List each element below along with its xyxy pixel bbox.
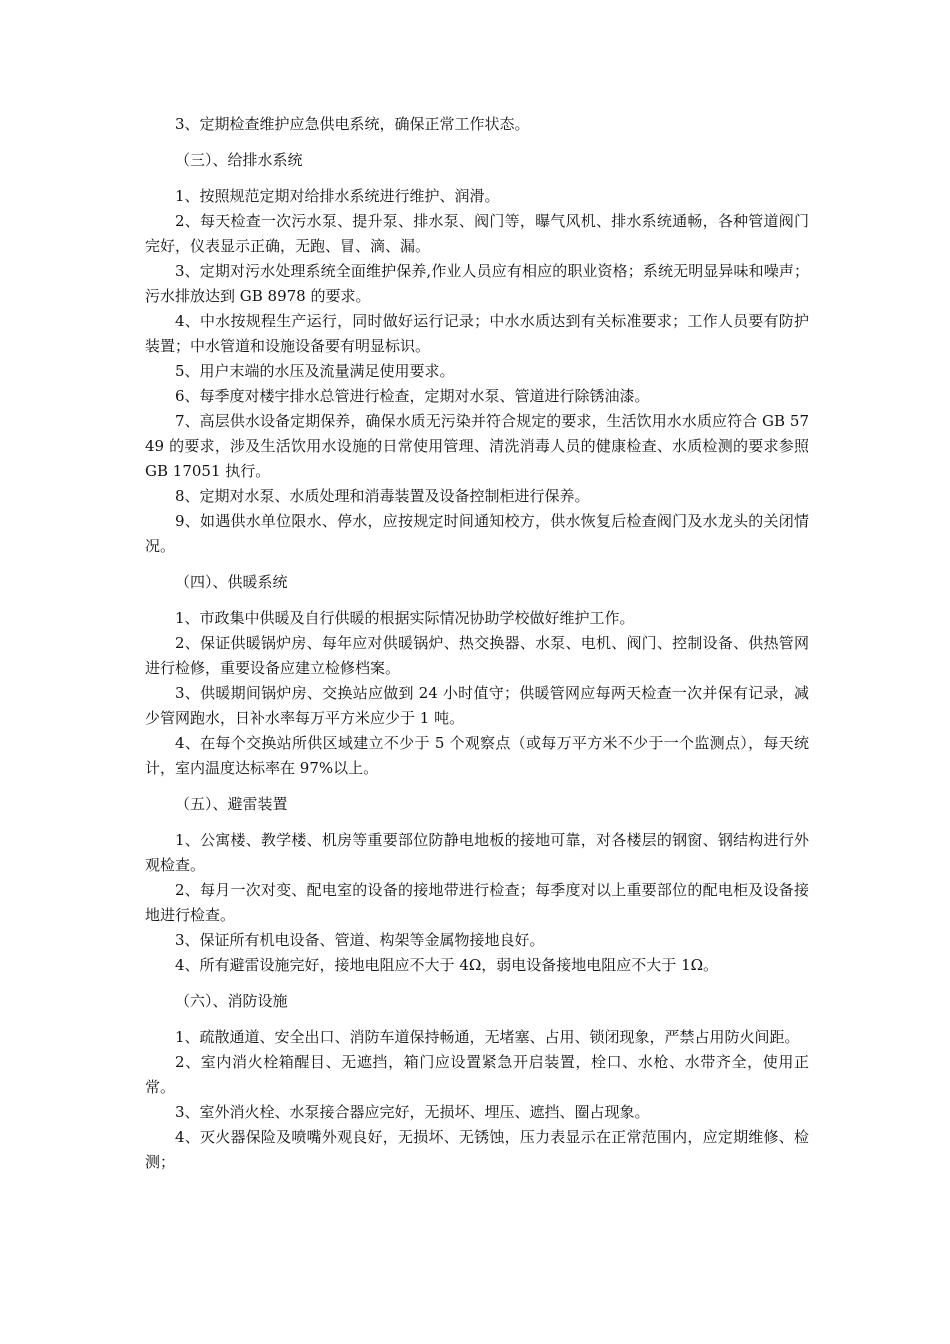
lightning-item-1: 1、公寓楼、教学楼、机房等重要部位防静电地板的接地可靠，对各楼层的钢窗、钢结构进行外观检查。 (145, 831, 809, 874)
water-item-6: 6、每季度对楼宇排水总管进行检查，定期对水泵、管道进行除锈油漆。 (175, 387, 650, 405)
lightning-item-4: 4、所有避雷设施完好，接地电阻应不大于 4Ω，弱电设备接地电阻应不大于 1Ω。 (175, 956, 719, 974)
water-item-1: 1、按照规范定期对给排水系统进行维护、润滑。 (175, 187, 500, 205)
fire-item-1: 1、疏散通道、安全出口、消防车道保持畅通，无堵塞、占用、锁闭现象，严禁占用防火间距。 (175, 1028, 800, 1046)
water-item-2: 2、每天检查一次污水泵、提升泵、排水泵、阀门等，曝气风机、排水系统通畅，各种管道阀门完好，仪表显示正确，无跑、冒、滴、漏。 (145, 212, 809, 255)
heating-item-2: 2、保证供暖锅炉房、每年应对供暖锅炉、热交换器、水泵、电机、阀门、控制设备、供热管网进行检修，重要设备应建立检修档案。 (145, 634, 809, 677)
section-heading-lightning: （五）、避雷装置 (175, 795, 288, 813)
heating-item-3: 3、供暖期间锅炉房、交换站应做到 24 小时值守；供暖管网应每两天检查一次并保有记录，减少管网跑水，日补水率每万平方米应少于 1 吨。 (145, 684, 809, 727)
fire-item-2: 2、室内消火栓箱醒目、无遮挡，箱门应设置紧急开启装置，栓口、水枪、水带齐全，使用正常。 (145, 1053, 809, 1096)
lightning-item-2: 2、每月一次对变、配电室的设备的接地带进行检查；每季度对以上重要部位的配电柜及设备接地进行检查。 (145, 881, 809, 924)
fire-item-3: 3、室外消火栓、水泵接合器应完好，无损坏、埋压、遮挡、圈占现象。 (175, 1103, 650, 1121)
water-item-5: 5、用户末端的水压及流量满足使用要求。 (175, 362, 455, 380)
section-heading-fire: （六）、消防设施 (175, 992, 288, 1010)
water-item-9: 9、如遇供水单位限水、停水，应按规定时间通知校方，供水恢复后检查阀门及水龙头的关闭情况。 (145, 512, 809, 555)
paragraph-emergency-power: 3、定期检查维护应急供电系统，确保正常工作状态。 (175, 115, 530, 133)
heating-item-1: 1、市政集中供暖及自行供暖的根据实际情况协助学校做好维护工作。 (175, 609, 635, 627)
water-item-3: 3、定期对污水处理系统全面维护保养,作业人员应有相应的职业资格；系统无明显异味和噪声；污水排放达到 GB 8978 的要求。 (145, 262, 809, 305)
water-item-7: 7、高层供水设备定期保养，确保水质无污染并符合规定的要求，生活饮用水水质应符合 GB 5749 的要求，涉及生活饮用水设施的日常使用管理、清洗消毒人员的健康检查、水质检测的要求参照 GB 17051 执行。 (145, 412, 809, 480)
section-heading-heating: （四）、供暖系统 (175, 573, 288, 591)
document-page (145, 112, 809, 1175)
fire-item-4: 4、灭火器保险及喷嘴外观良好，无损坏、无锈蚀，压力表显示在正常范围内，应定期维修、检测； (145, 1128, 809, 1171)
section-heading-water: （三）、给排水系统 (175, 151, 303, 169)
lightning-item-3: 3、保证所有机电设备、管道、构架等金属物接地良好。 (175, 931, 545, 949)
water-item-4: 4、中水按规程生产运行，同时做好运行记录；中水水质达到有关标准要求；工作人员要有防护装置；中水管道和设施设备要有明显标识。 (145, 312, 809, 355)
heating-item-4: 4、在每个交换站所供区域建立不少于 5 个观察点（或每万平方米不少于一个监测点），每天统计，室内温度达标率在 97%以上。 (145, 734, 809, 777)
water-item-8: 8、定期对水泵、水质处理和消毒装置及设备控制柜进行保养。 (175, 487, 590, 505)
